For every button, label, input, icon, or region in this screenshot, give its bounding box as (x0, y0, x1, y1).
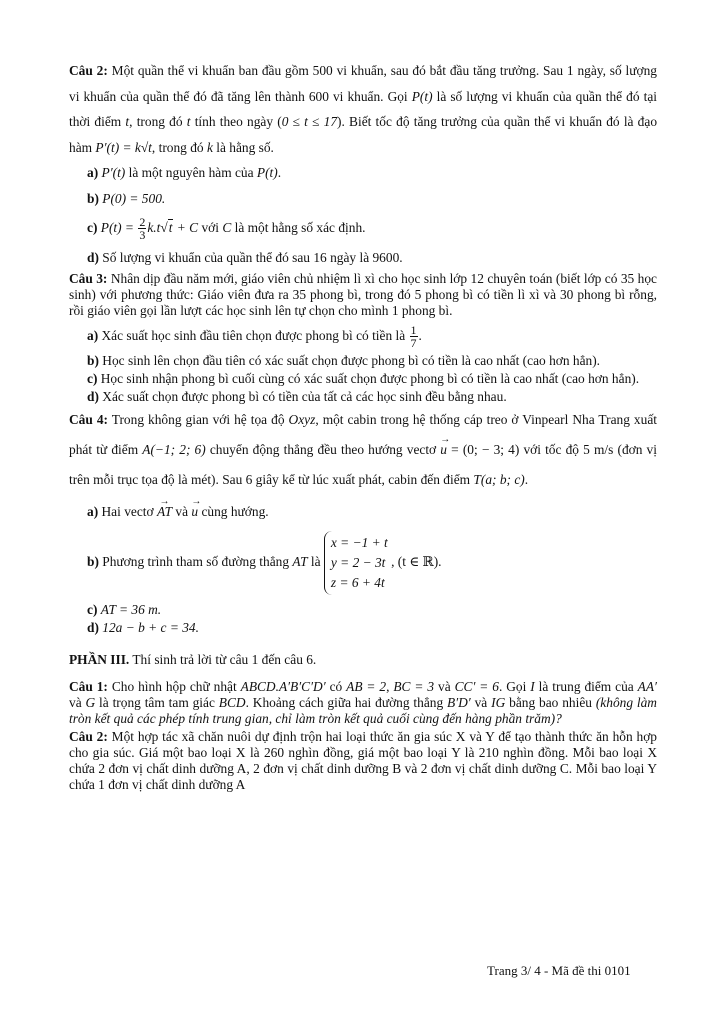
question-2: Câu 2: Một quần thể vi khuẩn ban đầu gồm 500 vi khuẩn, sau đó bắt đầu tăng trưởng. Sau 1 ngày, số lượng vi khuẩn của quần thể đó đã tăng lên thành 600 vi khuẩn. Gọi P(t) là số lượng vi khuẩn của quần thể đó tại thời điểm t, trong đó t tính theo ngày (0 ≤ t ≤ 17). Biết tốc độ tăng trưởng của quần thể vi khuẩn đó là đạo hàm P′(t) = k√t, trong đó k là hằng số. (69, 63, 658, 155)
question-2-head: Câu 2: (69, 63, 108, 78)
part-3-question-1: Câu 1: Cho hình hộp chữ nhật ABCD.A′B′C′D′ có AB = 2, BC = 3 và CC′ = 6. Gọi I là trung điểm của AA′ và G là trọng tâm tam giác BCD. Khoảng cách giữa hai đường thẳng B′D′ và IG bằng bao nhiêu (không làm tròn kết quả các phép tính trung gian, chỉ làm tròn kết quả cuối cùng đến hàng phần trăm)? (69, 678, 657, 726)
question-3-option-a: a) Xác suất học sinh đầu tiên chọn được phong bì có tiền là $\frac{1}{7}$ . (87, 322, 422, 350)
parametric-system: x = −1 + t y = 2 − 3t z = 6 + 4t (324, 531, 388, 595)
part-3-heading: PHẦN III. Thí sinh trả lời từ câu 1 đến câu 6. (69, 651, 317, 667)
question-2-option-b: b) P(0) = 500. (87, 190, 166, 206)
question-3-option-c: c) Học sinh nhận phong bì cuối cùng có xác suất chọn được phong bì có tiền là cao nhất (cao hơn hẳn). (87, 370, 640, 386)
question-3-option-d: d) Xác suất chọn được phong bì có tiền của tất cả các học sinh đều bằng nhau. (87, 388, 507, 404)
fraction-one-seventh: $\frac{1}{7}$ (410, 322, 417, 350)
page-footer: Trang 3/ 4 - Mã đề thi 0101 (487, 963, 631, 978)
question-3-option-b: b) Học sinh lên chọn đầu tiên có xác suất chọn được phong bì có tiền là cao nhất (cao hơn hẳn). (87, 352, 601, 368)
fraction-two-thirds: $\frac{2}{3}$ (139, 215, 146, 243)
page-content (69, 58, 657, 793)
part-3-question-2: Câu 2: Một hợp tác xã chăn nuôi dự định trộn hai loại thức ăn gia súc X và Y để tạo thành thức ăn hỗn hợp cho gia súc. Giá một bao loại X là 260 nghìn đồng, giá một bao loại Y là 210 nghìn đồng. Mỗi bao loại X chứa 2 đơn vị chất dinh dưỡng A, 2 đơn vị chất dinh dưỡng B và 2 đơn vị chất dinh dưỡng C. Mỗi bao loại Y chứa 1 đơn vị chất dinh dưỡng A (69, 728, 657, 792)
question-3: Câu 3: Nhân dịp đầu năm mới, giáo viên chủ nhiệm lì xì cho học sinh lớp 12 chuyên toán (biết lớp có 35 học sinh) với phương thức: Giáo viên đưa ra 35 phong bì, trong đó 5 phong bì có tiền lì xì và 30 phong bì rỗng, rồi giáo viên gọi lần lượt các học sinh lên tự chọn cho mình 1 phong bì. (69, 270, 657, 318)
question-2-option-a: a) P′(t) là một nguyên hàm của P(t). (87, 165, 282, 180)
question-4-option-a: a) Hai vectơ → AT và → u cùng hướng. (69, 495, 657, 529)
question-4: Câu 4: Trong không gian với hệ tọa độ Oxyz, một cabin trong hệ thống cáp treo ở Vinpearl Nha Trang xuất phát từ điểm A(−1; 2; 6) chuyển động thẳng đều theo hướng vectơ → u = (0; − 3; 4) với tốc độ 5 m/s (đơn vị trên mỗi trục tọa độ là mét). Sau 6 giây kể từ lúc xuất phát, cabin đến điểm T(a; b; c). (69, 405, 657, 495)
question-2-option-d: d) Số lượng vi khuẩn của quần thể đó sau 16 ngày là 9600. (87, 250, 403, 265)
question-2-option-c: c) P(t) = $\frac{2}{3}$ k.t√t + C với C là một hằng số xác định. (87, 215, 366, 243)
question-4-head: Câu 4: (69, 411, 108, 427)
question-4-option-d: d) 12a − b + c = 34. (87, 619, 199, 635)
question-3-head: Câu 3: (69, 270, 108, 286)
question-4-option-b: b) Phương trình tham số đường thẳng AT là x = −1 + t y = 2 − 3t z = 6 + 4t , (t ∈ ℝ). (69, 531, 657, 595)
question-4-option-c: c) AT = 36 m. (87, 601, 162, 617)
